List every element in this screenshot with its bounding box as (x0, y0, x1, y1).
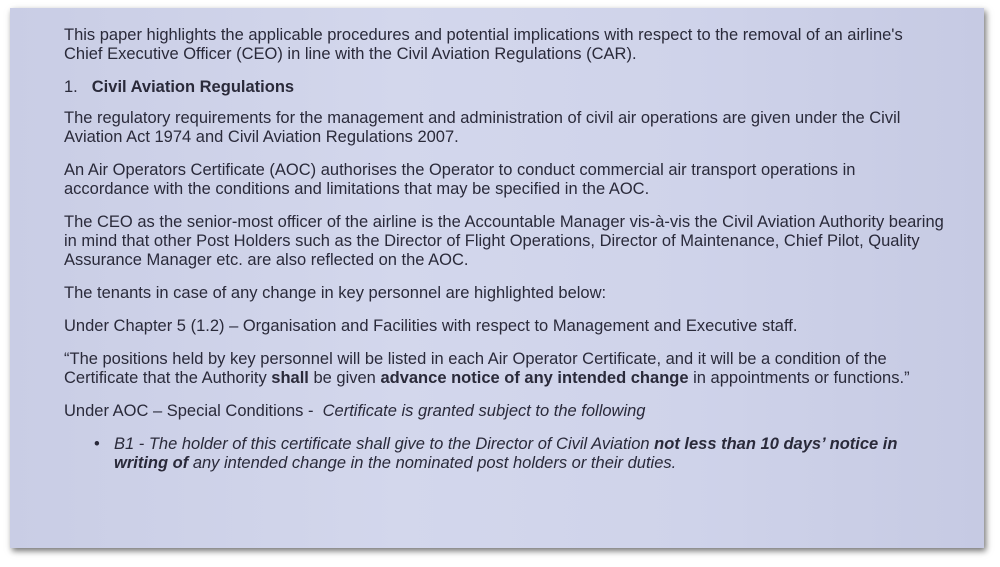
bullet-item-b1 (64, 435, 944, 473)
document-body (64, 26, 944, 473)
regulatory-paragraph: The regulatory requirements for the management and administration of civil air operations are given under the Civil Aviation Act 1974 and Civil Aviation Regulations 2007. (64, 109, 901, 146)
bullet-icon: • (94, 435, 100, 453)
section-title: Civil Aviation Regulations (91, 78, 295, 96)
bullet-text (114, 435, 944, 473)
special-conditions-italic: Certificate is granted subject to the following (322, 402, 646, 420)
bullet-bold-notice: not less than 10 days’ notice in writing of (114, 435, 898, 472)
section-heading (64, 78, 944, 97)
document-page (10, 8, 984, 548)
special-conditions-line (64, 402, 944, 421)
tenants-paragraph: The tenants in case of any change in key personnel are highlighted below: (64, 284, 607, 302)
quote-text-1: “The positions held by key personnel will be listed in each Air Operator Certificate, and it will be a condition of the Certificate that the Authority (64, 350, 887, 387)
ceo-paragraph: The CEO as the senior-most officer of the airline is the Accountable Manager vis-à-vis the Civil Aviation Authority bearing in mind that other Post Holders such as the Director of Flight Operations, Director of Maintenance, Chief Pilot, Quality Assurance Manager etc. are also reflected on the AOC. (64, 213, 944, 269)
bullet-text-2: any intended change in the nominated post holders or their duties. (188, 454, 677, 472)
bullet-text-1: B1 - The holder of this certificate shall give to the Director of Civil Aviation (114, 435, 655, 453)
aoc-paragraph: An Air Operators Certificate (AOC) authorises the Operator to conduct commercial air transport operations in accordance with the conditions and limitations that may be specified in the AOC. (64, 161, 856, 198)
quote-bold-advance-notice: advance notice of any intended change (380, 369, 689, 387)
chapter5-paragraph: Under Chapter 5 (1.2) – Organisation and Facilities with respect to Management and Executive staff. (64, 317, 798, 335)
intro-paragraph: This paper highlights the applicable procedures and potential implications with respect to the removal of an airline's Chief Executive Officer (CEO) in line with the Civil Aviation Regulations (CAR). (64, 26, 903, 63)
quote-paragraph (64, 350, 944, 388)
quote-text-3: in appointments or functions.” (688, 369, 910, 387)
quote-text-2: be given (308, 369, 381, 387)
quote-bold-shall: shall (271, 369, 309, 387)
special-conditions-label: Under AOC – Special Conditions - (64, 402, 323, 420)
section-number: 1. (64, 78, 78, 96)
